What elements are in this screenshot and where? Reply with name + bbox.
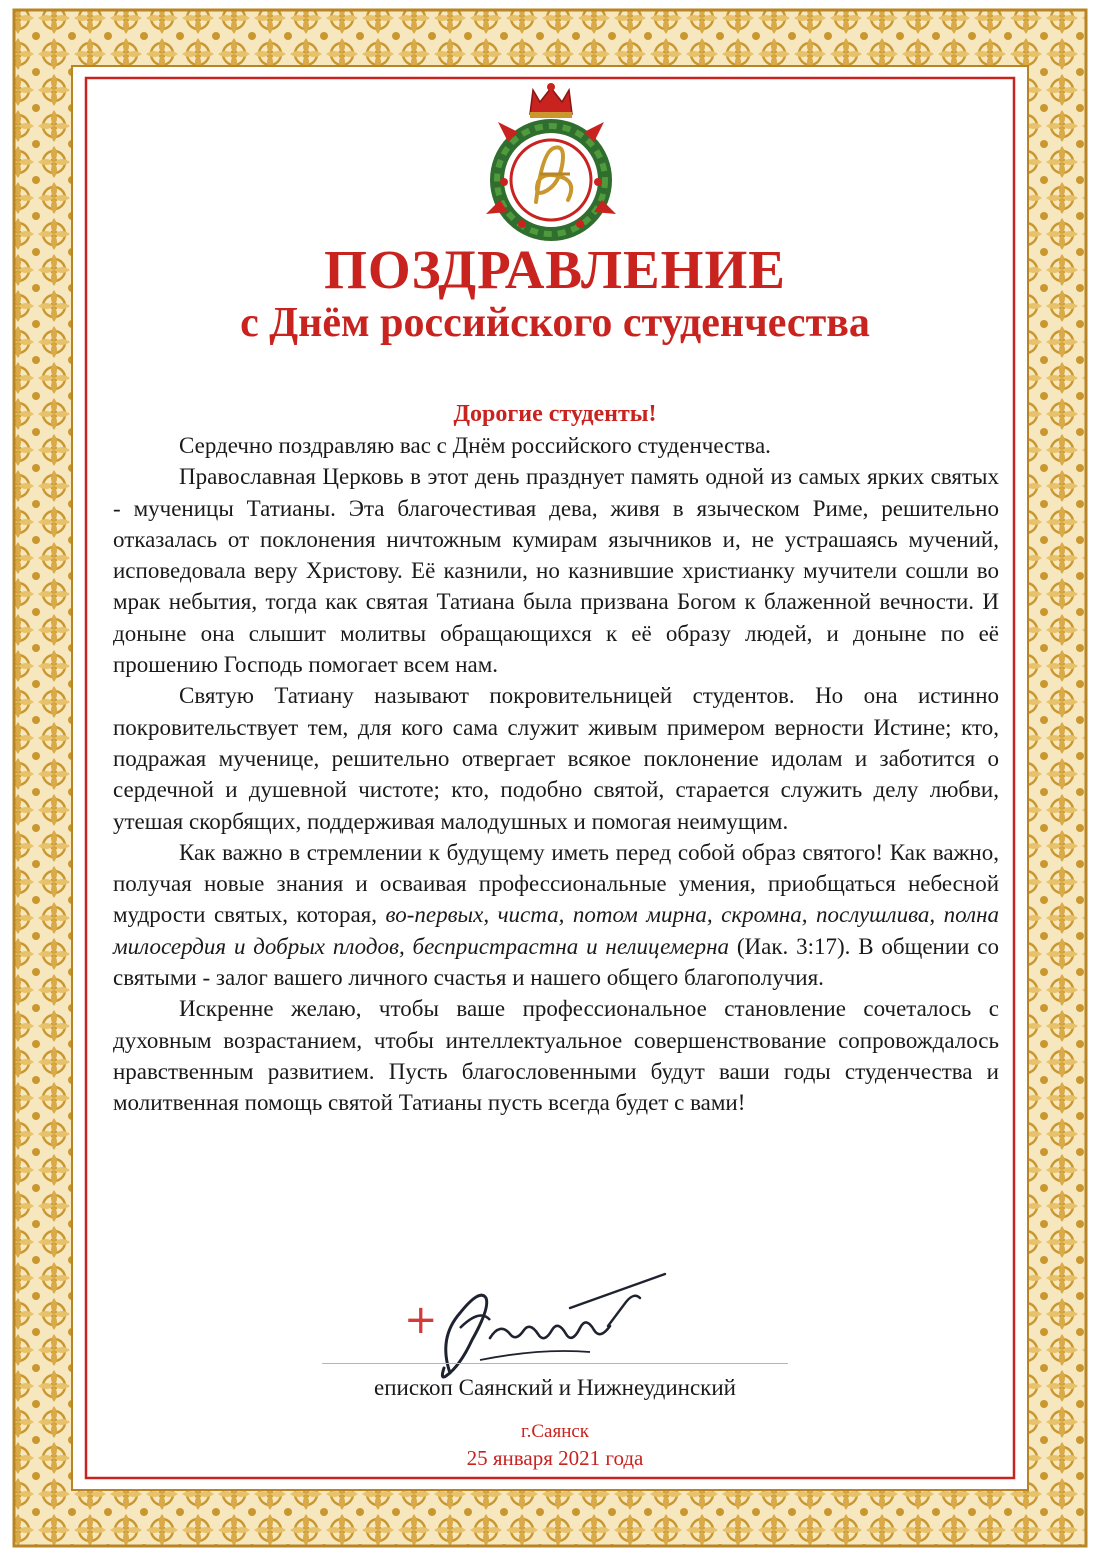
cross-mark: + xyxy=(404,1297,438,1343)
page-title: ПОЗДРАВЛЕНИЕ xyxy=(324,239,786,300)
paragraph-3: Святую Татиану называют покровительницей студентов. Но она истинно покровительствует тем, для кого сама служит живым примером верности Истине; кто, подражая мученице, решительно отвергает всякое поклонение идолам и заботится о сердечной и душевной чистоте; кто, подобно святой, старается служить делу любви, утешая скорбящих, поддерживая малодушных и помогая неимущим. xyxy=(113,683,999,834)
crowned-monogram-wreath-icon xyxy=(478,82,624,242)
greeting: Дорогие студенты! xyxy=(453,401,657,427)
date: 25 января 2021 года xyxy=(466,1446,644,1470)
signatory-title: епископ Саянский и Нижнеудинский xyxy=(374,1375,736,1400)
city: г.Саянск xyxy=(520,1421,590,1442)
scripture-quote: во-первых, чиста, потом мирна, скромна, послушлива, полна милосердия и добрых плодов, беспристрастна и нелицемерна xyxy=(113,902,999,959)
signature-line xyxy=(322,1363,788,1364)
paragraph-4 xyxy=(113,837,999,993)
scripture-reference: (Иак. 3:17) xyxy=(729,933,845,959)
paragraph-4-start: Как важно в стремлении к будущему иметь перед собой образ святого! Как важно, получая новые знания и осваивая профессиональные умения, приобщаться небесной мудрости святых, которая, xyxy=(113,839,999,928)
paragraph-5: Искренне желаю, чтобы ваше профессиональное становление сочеталось с духовным возрастанием, чтобы интеллектуальное совершенствование сопровождалось нравственным развитием. Пусть благословенными будут ваши годы студенчества и молитвенная помощь святой Татианы пусть всегда будет с вами! xyxy=(113,996,999,1116)
page-subtitle: с Днём российского студенчества xyxy=(240,300,870,346)
letter-body xyxy=(113,430,999,1119)
paragraph-4-end: . В общении со святыми - залог вашего личного счастья и нашего общего благополучия. xyxy=(113,933,999,991)
paragraph-1: Сердечно поздравляю вас с Днём российского студенчества. xyxy=(179,433,771,458)
paragraph-2: Православная Церковь в этот день празднует память одной из самых ярких святых - мученицы Татианы. Эта благочестивая дева, живя в языческом Риме, решительно отказалась от поклонения ничтожным кумирам язычников и, не устрашаясь мучений, исповедовала веру Христову. Её казнили, но казнившие христианку мучители сошли во мрак небытия, тогда как святая Татиана была призвана Богом к блаженной вечности. И доныне она слышит молитвы обращающихся к её образу людей, и доныне по её прошению Господь помогает всем нам. xyxy=(113,464,999,678)
handwritten-signature xyxy=(420,1268,670,1388)
